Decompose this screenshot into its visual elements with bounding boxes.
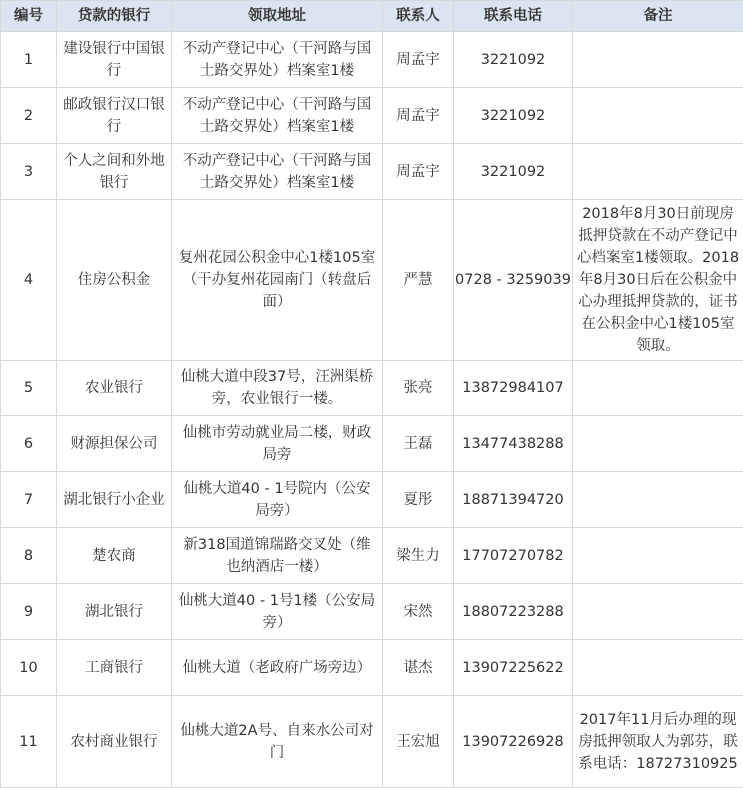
cell-phone: 3221092 <box>454 88 573 144</box>
cell-contact: 王磊 <box>383 416 454 472</box>
cell-bank: 财源担保公司 <box>57 416 172 472</box>
cell-phone: 18871394720 <box>454 472 573 528</box>
cell-contact: 严慧 <box>383 200 454 361</box>
table-row <box>1 472 743 528</box>
cell-contact: 周孟宇 <box>383 88 454 144</box>
table-row <box>1 200 743 361</box>
cell-note <box>573 528 743 584</box>
header-number: 编号 <box>1 1 57 32</box>
cell-number: 1 <box>1 32 57 88</box>
cell-contact: 周孟宇 <box>383 32 454 88</box>
cell-contact: 王宏旭 <box>383 696 454 788</box>
table-header-row <box>1 1 743 32</box>
cell-bank: 工商银行 <box>57 640 172 696</box>
cell-number: 5 <box>1 361 57 416</box>
cell-number: 2 <box>1 88 57 144</box>
table-row <box>1 88 743 144</box>
cell-contact: 夏彤 <box>383 472 454 528</box>
cell-note <box>573 361 743 416</box>
cell-phone: 13907225622 <box>454 640 573 696</box>
cell-contact: 谌杰 <box>383 640 454 696</box>
cell-note <box>573 144 743 200</box>
cell-number: 6 <box>1 416 57 472</box>
cell-note: 2018年8月30日前现房抵押贷款在不动产登记中心档案室1楼领取。2018年8月30日后在公积金中心办理抵押贷款的，证书在公积金中心1楼105室领取。 <box>573 200 743 361</box>
cell-note <box>573 584 743 640</box>
cell-bank: 建设银行中国银行 <box>57 32 172 88</box>
cell-contact: 梁生力 <box>383 528 454 584</box>
cell-address: 不动产登记中心（干河路与国土路交界处）档案室1楼 <box>172 32 383 88</box>
cell-number: 8 <box>1 528 57 584</box>
cell-bank: 湖北银行小企业 <box>57 472 172 528</box>
cell-number: 9 <box>1 584 57 640</box>
cell-address: 仙桃大道（老政府广场旁边） <box>172 640 383 696</box>
table-row <box>1 32 743 88</box>
header-contact: 联系人 <box>383 1 454 32</box>
cell-note <box>573 416 743 472</box>
cell-contact: 宋然 <box>383 584 454 640</box>
cell-bank: 湖北银行 <box>57 584 172 640</box>
cell-number: 4 <box>1 200 57 361</box>
header-address: 领取地址 <box>172 1 383 32</box>
cell-number: 3 <box>1 144 57 200</box>
cell-contact: 周孟宇 <box>383 144 454 200</box>
table-row <box>1 584 743 640</box>
cell-number: 11 <box>1 696 57 788</box>
table-row <box>1 416 743 472</box>
table-row <box>1 361 743 416</box>
header-bank: 贷款的银行 <box>57 1 172 32</box>
cell-bank: 农村商业银行 <box>57 696 172 788</box>
cell-note <box>573 640 743 696</box>
header-phone: 联系电话 <box>454 1 573 32</box>
table-row <box>1 528 743 584</box>
cell-address: 复州花园公积金中心1楼105室（干办复州花园南门（转盘后面） <box>172 200 383 361</box>
cell-phone: 18807223288 <box>454 584 573 640</box>
cell-phone: 13872984107 <box>454 361 573 416</box>
cell-note: 2017年11月后办理的现房抵押领取人为郭芬，联系电话：18727310925 <box>573 696 743 788</box>
cell-address: 不动产登记中心（干河路与国土路交界处）档案室1楼 <box>172 144 383 200</box>
cell-contact: 张亮 <box>383 361 454 416</box>
cell-note <box>573 472 743 528</box>
table-row <box>1 696 743 788</box>
cell-address: 仙桃大道40 - 1号1楼（公安局旁） <box>172 584 383 640</box>
header-note: 备注 <box>573 1 743 32</box>
cell-phone: 17707270782 <box>454 528 573 584</box>
cell-phone: 3221092 <box>454 144 573 200</box>
cell-address: 仙桃大道中段37号，汪洲渠桥旁，农业银行一楼。 <box>172 361 383 416</box>
cell-number: 7 <box>1 472 57 528</box>
table-row <box>1 640 743 696</box>
cell-bank: 农业银行 <box>57 361 172 416</box>
cell-phone: 13477438288 <box>454 416 573 472</box>
cell-address: 新318国道锦瑞路交叉处（维也纳酒店一楼） <box>172 528 383 584</box>
cell-bank: 邮政银行汉口银行 <box>57 88 172 144</box>
table-row <box>1 144 743 200</box>
cell-address: 仙桃市劳动就业局二楼，财政局旁 <box>172 416 383 472</box>
cell-phone: 0728 - 3259039 <box>454 200 573 361</box>
cell-phone: 13907226928 <box>454 696 573 788</box>
cell-address: 不动产登记中心（干河路与国土路交界处）档案室1楼 <box>172 88 383 144</box>
cell-address: 仙桃大道40 - 1号院内（公安局旁） <box>172 472 383 528</box>
cell-bank: 楚农商 <box>57 528 172 584</box>
cell-note <box>573 32 743 88</box>
cell-note <box>573 88 743 144</box>
cell-number: 10 <box>1 640 57 696</box>
cell-bank: 住房公积金 <box>57 200 172 361</box>
cell-address: 仙桃大道2A号、自来水公司对门 <box>172 696 383 788</box>
cell-phone: 3221092 <box>454 32 573 88</box>
cell-bank: 个人之间和外地银行 <box>57 144 172 200</box>
